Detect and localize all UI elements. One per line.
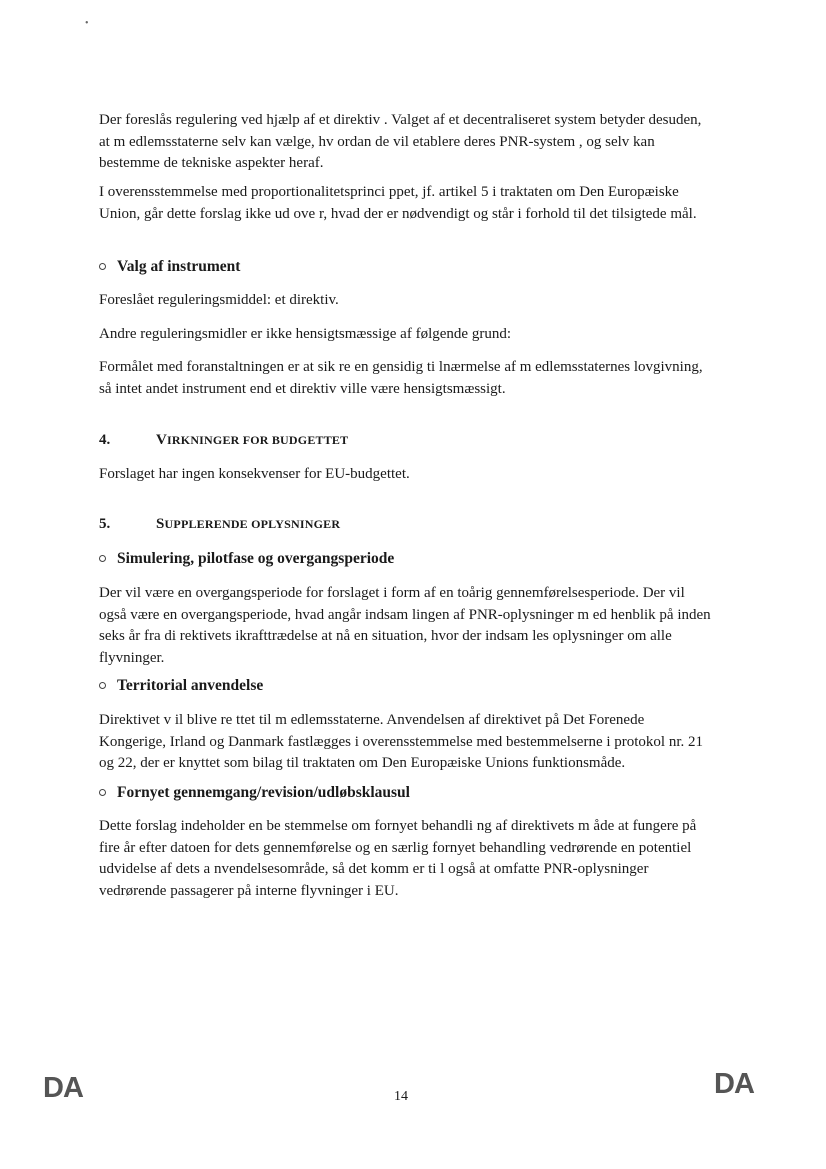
- paragraph-text: Der foreslås regulering ved hjælp af et direktiv . Valget af et decentraliseret system betyder desuden, at m edlemsstaterne selv kan vælge, hv ordan de vil etablere deres PNR-system , og selv kan bestemme de tekniske aspekter heraf.: [99, 112, 702, 171]
- section-heading-4: [99, 431, 348, 449]
- paragraph-regulation: [99, 110, 711, 175]
- paragraph-other-instruments: [99, 324, 711, 346]
- bullet-heading-territorial: [99, 677, 263, 695]
- section-title-initial: S: [156, 516, 165, 532]
- paragraph-review: [99, 816, 711, 902]
- paragraph-text: Foreslået reguleringsmiddel: et direktiv.: [99, 292, 339, 308]
- paragraph-proportionality: [99, 182, 711, 225]
- paragraph-territorial: [99, 710, 711, 775]
- bullet-heading-instrument: [99, 258, 240, 276]
- section-title: [156, 517, 340, 531]
- bullet-icon: [99, 682, 106, 689]
- paragraph-text: Dette forslag indeholder en be stemmelse om fornyet behandli ng af direktivets m åde at fungere på fire år efter datoen for dets gennemførelse og en særlig fornyet behandling vedrørende en potentiel udvidelse af dets a nvendelsesområde, så det komm er ti l også at omfatte PNR-oplysninger vedrørende passagerer på interne flyvninger i EU.: [99, 818, 697, 899]
- section-number: 5.: [99, 516, 111, 532]
- paragraph-text: Forslaget har ingen konsekvenser for EU-budgettet.: [99, 466, 410, 482]
- bullet-heading-text: Simulering, pilotfase og overgangsperiode: [117, 550, 395, 567]
- section-title-rest: UPPLERENDE OPLYSNINGER: [164, 517, 341, 531]
- scan-speck: •: [85, 18, 89, 29]
- footer-language-label-left: DA: [43, 1072, 83, 1104]
- bullet-heading-text: Fornyet gennemgang/revision/udløbsklausul: [117, 784, 410, 801]
- bullet-heading-text: Territorial anvendelse: [117, 677, 264, 694]
- paragraph-text: Der vil være en overgangsperiode for forslaget i form af en toårig gennemførelsesperiode. Der vil også være en overgangsperiode, hvad angår indsam lingen af PNR-oplysninger m ed henblik på inden seks år fra di rektivets ikrafttrædelse at nå en situation, hvor der indsam les oplysninger om alle flyvninger.: [99, 585, 711, 666]
- section-title-rest: IRKNINGER FOR BUDGETTET: [167, 433, 349, 447]
- bullet-icon: [99, 263, 106, 270]
- paragraph-text: Direktivet v il blive re ttet til m edlemsstaterne. Anvendelsen af direktivet på Det Forenede Kongerige, Irland og Danmark fastlægges i overensstemmelse med bestemmelserne i protokol nr. 21 og 22, der er knyttet som bilag til traktaten om Den Europæiske Unions funktionsmåde.: [99, 712, 704, 771]
- page-number: 14: [394, 1089, 408, 1104]
- paragraph-purpose: [99, 357, 711, 400]
- bullet-heading-text: Valg af instrument: [117, 258, 241, 275]
- paragraph-instrument: [99, 290, 711, 312]
- paragraph-text: I overensstemmelse med proportionalitetsprinci ppet, jf. artikel 5 i traktaten om Den Europæiske Union, går dette forslag ikke ud ove r, hvad der er nødvendigt og står i forhold til det tilsigtede mål.: [99, 184, 697, 222]
- section-title: [156, 433, 348, 447]
- footer-language-label-right: DA: [714, 1068, 754, 1100]
- bullet-heading-simulation: [99, 550, 394, 568]
- section-number: 4.: [99, 432, 111, 448]
- paragraph-transition: [99, 583, 711, 669]
- paragraph-budget: [99, 464, 711, 486]
- section-title-initial: V: [156, 432, 168, 448]
- paragraph-text: Andre reguleringsmidler er ikke hensigtsmæssige af følgende grund:: [99, 326, 511, 342]
- bullet-heading-review: [99, 784, 410, 802]
- section-heading-5: [99, 515, 340, 533]
- paragraph-text: Formålet med foranstaltningen er at sik re en gensidig ti lnærmelse af m edlemsstaternes lovgivning, så intet andet instrument end et direktiv ville være hensigtsmæssigt.: [99, 359, 703, 397]
- bullet-icon: [99, 789, 106, 796]
- bullet-icon: [99, 555, 106, 562]
